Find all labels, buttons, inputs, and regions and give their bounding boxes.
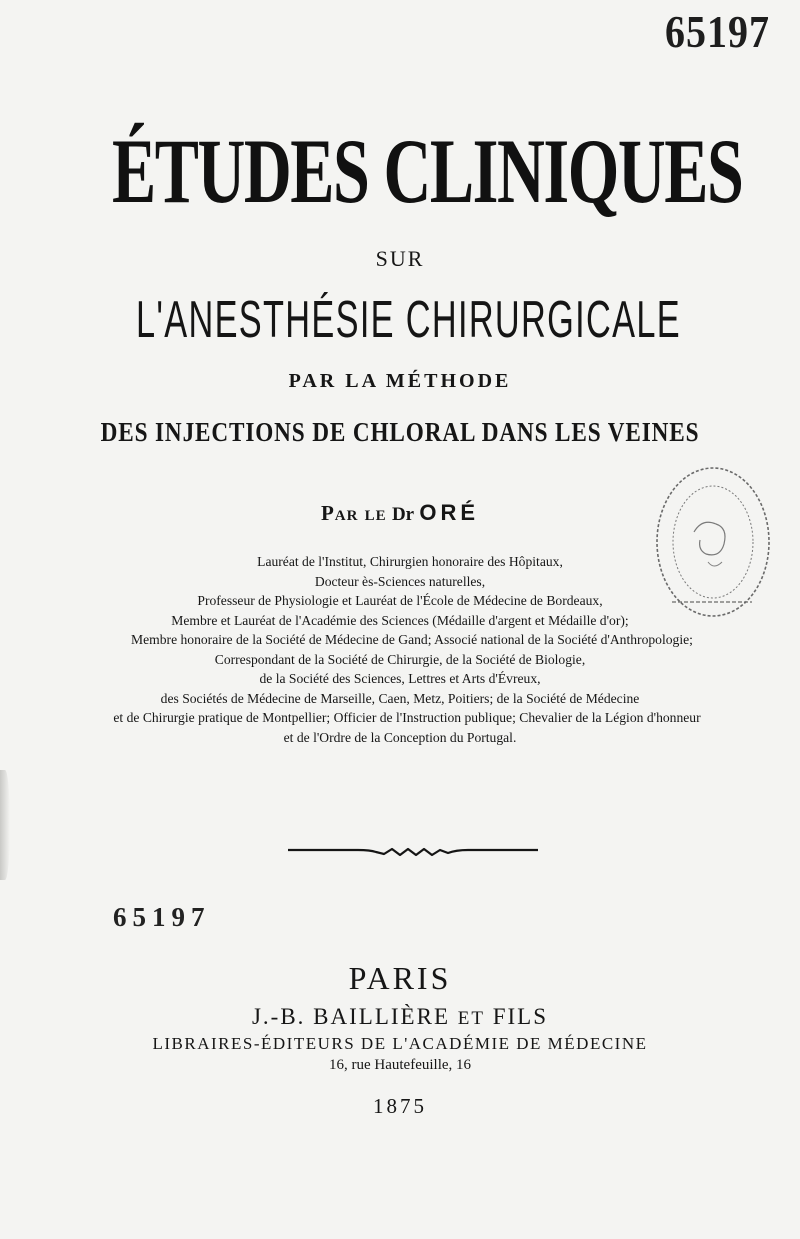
publisher-et: ET: [457, 1008, 485, 1029]
credential-line: et de Chirurgie pratique de Montpellier; Officier de l'Instruction publique; Chevalier de la Légion d'honneur: [113, 710, 701, 725]
credential-line: Lauréat de l'Institut, Chirurgien honoraire des Hôpitaux,: [257, 554, 563, 569]
credential-line: Professeur de Physiologie et Lauréat de l'École de Médecine de Bordeaux,: [197, 593, 603, 608]
credential-line: Membre et Lauréat de l'Académie des Sciences (Médaille d'argent et Médaille d'or);: [171, 612, 629, 628]
publication-city: PARIS: [348, 960, 452, 996]
library-stamp-icon: [652, 462, 774, 622]
book-title: ÉTUDES CLINIQUES: [112, 120, 743, 222]
title-connector: SUR: [375, 246, 425, 271]
author-name: ORÉ: [419, 500, 480, 525]
publisher-name: [0, 1004, 800, 1030]
method-line: PAR LA MÉTHODE: [288, 370, 512, 392]
method-description: DES INJECTIONS DE CHLORAL DANS LES VEINES: [100, 417, 700, 447]
shelfmark-top: 65197: [665, 5, 770, 58]
credential-line: et de l'Ordre de la Conception du Portugal.: [283, 729, 517, 745]
shelfmark-middle: 65197: [113, 902, 211, 932]
credential-line: Membre honoraire de la Société de Médecine de Gand; Associé national de la Société d'Anthropologie;: [131, 632, 693, 647]
credential-line: des Sociétés de Médecine de Marseille, Caen, Metz, Poitiers; de la Société de Médecine: [160, 690, 640, 706]
book-subtitle: L'ANESTHÉSIE CHIRURGICALE: [136, 291, 681, 349]
publication-year: 1875: [373, 1094, 427, 1118]
page-edge-shadow: [0, 770, 10, 880]
credential-line: de la Société des Sciences, Lettres et Arts d'Évreux,: [259, 671, 541, 686]
byline-prefix: Par le: [320, 501, 387, 525]
ornament-rule: [288, 838, 538, 862]
publisher-description: LIBRAIRES-ÉDITEURS DE L'ACADÉMIE DE MÉDECINE: [152, 1034, 648, 1053]
publisher-fils: FILS: [492, 1004, 549, 1029]
credential-line: Correspondant de la Société de Chirurgie, de la Société de Biologie,: [214, 651, 586, 667]
credential-line: Docteur ès-Sciences naturelles,: [314, 573, 486, 589]
publisher-main: J.-B. BAILLIÈRE: [251, 1004, 450, 1029]
publisher-address: 16, rue Hautefeuille, 16: [328, 1057, 472, 1073]
dr-text: Dr: [391, 504, 415, 525]
doctor-abbreviation: [392, 501, 414, 525]
